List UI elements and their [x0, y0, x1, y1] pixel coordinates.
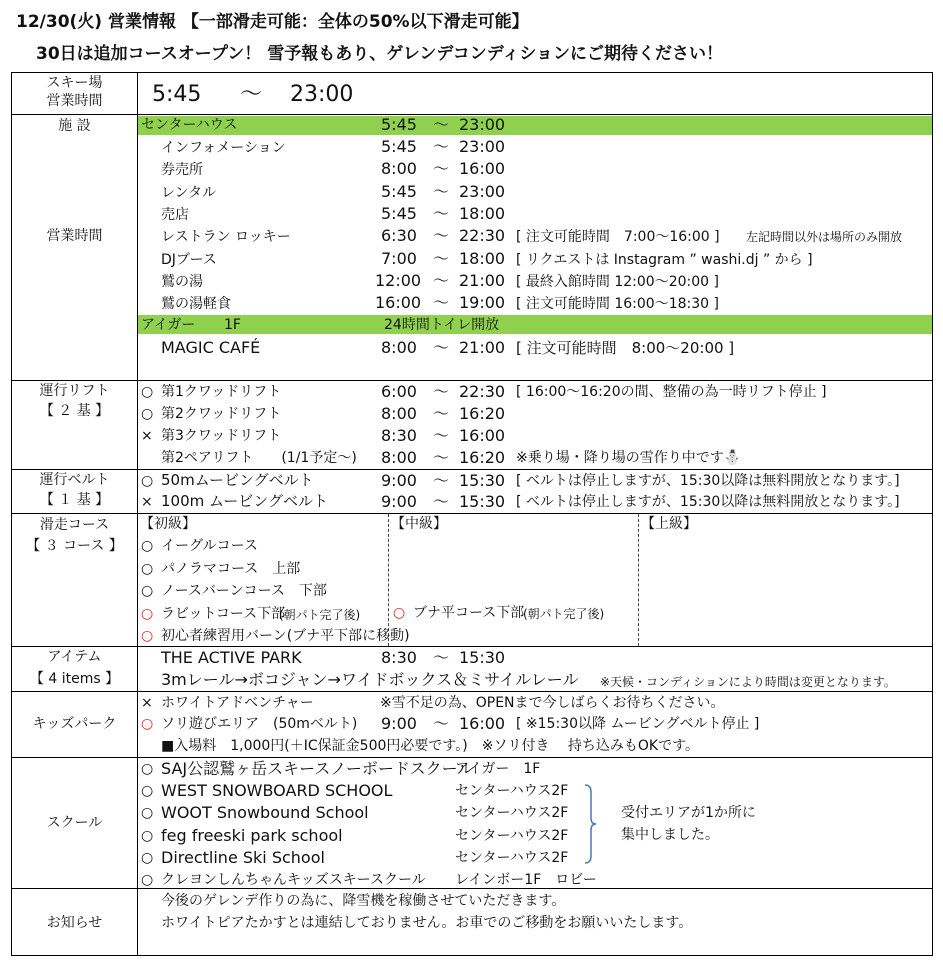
lift-close: 16:20: [459, 404, 506, 423]
facilities-hours-label: 営業時間: [46, 228, 103, 244]
school-bracket-icon: [583, 784, 597, 864]
eagle-name: アイガー: [141, 317, 196, 333]
school-location: センターハウス2F: [455, 827, 569, 844]
school-name: WOOT Snowbound School: [161, 803, 369, 823]
park-note: ※天候・コンディションにより時間は変更となります。: [600, 675, 896, 689]
belt-sep: ～: [433, 492, 450, 511]
facility-sep: ～: [433, 159, 450, 179]
facility-open: 7:00: [381, 248, 417, 268]
belt-status-mark: ×: [141, 494, 153, 510]
course-status-mark: ○: [393, 605, 406, 621]
lift-note: ※乗り場・降り場の雪作り中です⛄: [516, 450, 742, 466]
course-name: ノースバーンコース 下部: [161, 583, 327, 599]
center-house-highlight: [138, 116, 932, 135]
lift-sep: ～: [433, 426, 450, 445]
facility-sep: ～: [433, 248, 450, 268]
items-count: 【 4 items 】: [29, 671, 120, 687]
ski-area-close: 23:00: [290, 82, 354, 107]
lift-name: 第1クワッドリフト: [161, 384, 282, 400]
magic-cafe-close: 21:00: [459, 338, 506, 357]
ski-area-label: スキー場: [46, 75, 103, 91]
park-sep: ～: [433, 648, 450, 667]
facility-note: [ リクエストは Instagram ” washi.dj ” から ]: [516, 251, 813, 268]
facilities-label: 施 設: [58, 118, 91, 134]
school-name: SAJ公認鷲ヶ岳スキースノーボードスクール: [161, 759, 474, 778]
facility-note: [ 注文可能時間 16:00～18:30 ]: [516, 296, 719, 313]
belt-name: 50mムービングベルト: [161, 471, 314, 489]
ski-area-hours-label: 営業時間: [46, 93, 103, 109]
facility-sep: ～: [433, 226, 450, 246]
course-status-mark: ○: [141, 605, 154, 622]
facility-open: 5:45: [381, 137, 417, 156]
facility-name: 売店: [161, 206, 189, 223]
belt-note: [ ベルトは停止しますが、15:30以降は無料開放となります。]: [516, 494, 900, 510]
white-adventure-name: ホワイトアドベンチャー: [161, 695, 314, 711]
restaurant-side-note: 左記時間以外は場所のみ開放: [746, 230, 903, 244]
facility-close: 23:00: [459, 181, 506, 201]
course-status-mark: ○: [141, 628, 154, 644]
facility-open: 6:30: [381, 226, 417, 246]
facility-name: 鷲の湯軽食: [161, 296, 231, 313]
facility-open: 8:00: [381, 159, 417, 179]
belt-open: 9:00: [381, 492, 417, 511]
lift-sep: ～: [433, 382, 450, 401]
school-location: レインボー1F ロビー: [455, 872, 597, 888]
facility-close: 23:00: [459, 137, 506, 156]
course-status-mark: ○: [141, 560, 154, 577]
magic-cafe-note: [ 注文可能時間 8:00～20:00 ]: [516, 339, 735, 357]
page-title: 12/30(火) 営業情報 【一部滑走可能：全体の50%以下滑走可能】: [16, 12, 529, 32]
sled-close: 16:00: [459, 714, 506, 733]
notice-label: お知らせ: [46, 915, 103, 931]
course-name: イーグルコース: [161, 538, 258, 554]
sled-mark: ○: [141, 716, 154, 732]
belts-label: 運行ベルト: [39, 472, 110, 488]
facility-note: [ 最終入館時間 12:00～20:00 ]: [516, 273, 719, 290]
center-house-open: 5:45: [381, 115, 417, 134]
belt-close: 15:30: [459, 471, 506, 490]
lifts-count: 【 ２ 基 】: [39, 403, 110, 419]
lift-name: 第2ペアリフト (1/1予定～): [161, 450, 357, 466]
school-status-mark: ○: [141, 872, 154, 888]
school-name: feg freeski park school: [161, 825, 343, 845]
park-rails: 3mレール→ボコジャン→ワイドボックス＆ミサイルレール: [161, 670, 579, 689]
belt-status-mark: ○: [141, 473, 154, 489]
facility-open: 5:45: [381, 203, 417, 223]
facility-name: 券売所: [161, 162, 203, 179]
park-open: 8:30: [381, 648, 417, 667]
center-house-sep: ～: [433, 115, 450, 134]
school-status-mark: ○: [141, 827, 154, 844]
facility-sep: ～: [433, 293, 450, 313]
beginner-title: 【初級】: [140, 516, 196, 532]
lift-open: 8:00: [381, 448, 417, 467]
lift-close: 16:20: [459, 448, 506, 467]
lift-open: 8:30: [381, 426, 417, 445]
facility-sep: ～: [433, 181, 450, 201]
page-subtitle: 30日は追加コースオープン！ 雪予報もあり、ゲレンデコンディションにご期待ください！: [36, 44, 724, 64]
magic-cafe-sep: ～: [433, 338, 450, 357]
notice-line-2: ホワイトピアたかすとは連結しておりません。お車でのご移動をお願いいたします。: [161, 915, 693, 931]
school-name: クレヨンしんちゃんキッズスキースクール: [161, 872, 426, 888]
facility-name: レンタル: [161, 184, 217, 201]
course-name: ブナ平コース下部: [413, 605, 525, 621]
school-status-mark: ○: [141, 783, 154, 800]
facility-name: 鷲の湯: [161, 273, 203, 290]
lifts-label: 運行リフト: [39, 383, 110, 399]
lift-status-mark: ×: [141, 428, 153, 444]
magic-cafe-name: MAGIC CAFÉ: [161, 338, 261, 357]
school-location: アイガー 1F: [455, 761, 541, 777]
center-house-close: 23:00: [459, 115, 506, 134]
park-close: 15:30: [459, 648, 506, 667]
belt-close: 15:30: [459, 492, 506, 511]
magic-cafe-open: 8:00: [381, 338, 417, 357]
facility-sep: ～: [433, 137, 450, 156]
lift-close: 22:30: [459, 382, 506, 401]
park-name: THE ACTIVE PARK: [161, 648, 302, 667]
facility-sep: ～: [433, 203, 450, 223]
facility-open: 5:45: [381, 181, 417, 201]
course-status-mark: ○: [141, 538, 154, 554]
items-label: アイテム: [47, 649, 102, 665]
lift-sep: ～: [433, 404, 450, 423]
kids-fee: ■入場料 1,000円(＋IC保証金500円必要です。) ※ソリ付き 持ち込みもOKです。: [161, 738, 699, 754]
reception-note-1: 受付エリアが1か所に: [621, 805, 756, 821]
school-location: センターハウス2F: [455, 783, 569, 800]
sled-name: ソリ遊びエリア (50mベルト): [161, 716, 358, 732]
school-name: WEST SNOWBOARD SCHOOL: [161, 781, 393, 801]
lift-note: [ 16:00～16:20の間、整備の為一時リフト停止 ]: [516, 384, 827, 400]
facility-close: 22:30: [459, 226, 506, 246]
course-condition: (朝パト完了後): [523, 607, 605, 621]
belt-note: [ ベルトは停止しますが、15:30以降は無料開放となります。]: [516, 473, 900, 489]
schools-label: スクール: [46, 815, 103, 831]
lift-open: 8:00: [381, 404, 417, 423]
belt-name: 100m ムービングベルト: [161, 492, 328, 510]
sled-open: 9:00: [381, 714, 417, 733]
advanced-title: 【上級】: [641, 516, 697, 532]
sled-note: [ ※15:30以降 ムービングベルト停止 ]: [516, 716, 760, 732]
kids-label: キッズパーク: [32, 716, 117, 732]
notice-line-1: 今後のゲレンデ作りの為に、降雪機を稼働させていただきます。: [161, 893, 566, 909]
facility-note: [ 注文可能時間 7:00～16:00 ]: [516, 229, 720, 246]
school-location: センターハウス2F: [455, 849, 569, 866]
sled-sep: ～: [433, 714, 450, 733]
facility-close: 18:00: [459, 248, 506, 268]
facility-close: 21:00: [459, 270, 506, 290]
school-status-mark: ○: [141, 849, 154, 866]
ski-area-open: 5:45: [152, 82, 202, 107]
lift-status-mark: ○: [141, 384, 154, 400]
facility-close: 19:00: [459, 293, 506, 313]
facility-open: 16:00: [375, 293, 422, 313]
center-house-name: センターハウス: [141, 117, 238, 133]
course-status-mark: ○: [141, 583, 154, 599]
facility-close: 16:00: [459, 159, 506, 179]
lift-status-mark: ○: [141, 406, 154, 422]
course-name: ラビットコース下部: [161, 605, 286, 622]
facility-sep: ～: [433, 270, 450, 290]
course-condition: (朝パト完了後): [279, 607, 361, 622]
eagle-highlight: [138, 315, 932, 334]
white-adventure-mark: ×: [141, 695, 153, 711]
intermediate-title: 【中級】: [391, 516, 447, 532]
school-name: Directline Ski School: [161, 847, 325, 867]
facility-name: レストラン ロッキー: [161, 229, 291, 246]
facility-name: DJブース: [161, 251, 217, 268]
course-name: 初心者練習用バーン(ブナ平下部に移動): [161, 628, 410, 644]
school-location: センターハウス2F: [455, 805, 569, 822]
eagle-floor: 1F: [224, 317, 241, 333]
belt-sep: ～: [433, 471, 450, 490]
facility-name: インフォメーション: [161, 140, 286, 156]
school-status-mark: ○: [141, 805, 154, 822]
lift-close: 16:00: [459, 426, 506, 445]
course-name: パノラマコース 上部: [161, 560, 301, 577]
lift-sep: ～: [433, 448, 450, 467]
courses-label: 滑走コース: [39, 517, 110, 533]
belts-count: 【 １ 基 】: [39, 492, 110, 508]
facility-open: 12:00: [375, 270, 422, 290]
ski-area-sep: ～: [240, 82, 263, 107]
lift-name: 第3クワッドリフト: [161, 428, 282, 444]
belt-open: 9:00: [381, 471, 417, 490]
reception-note-2: 集中しました。: [621, 827, 719, 843]
courses-count: 【 ３ コース 】: [26, 538, 123, 554]
eagle-note: 24時間トイレ開放: [384, 317, 500, 333]
school-status-mark: ○: [141, 761, 154, 777]
lift-name: 第2クワッドリフト: [161, 406, 282, 422]
lift-open: 6:00: [381, 382, 417, 401]
facility-close: 18:00: [459, 203, 506, 223]
white-adventure-note: ※雪不足の為、OPENまで今しばらくお待ちください。: [380, 695, 725, 711]
